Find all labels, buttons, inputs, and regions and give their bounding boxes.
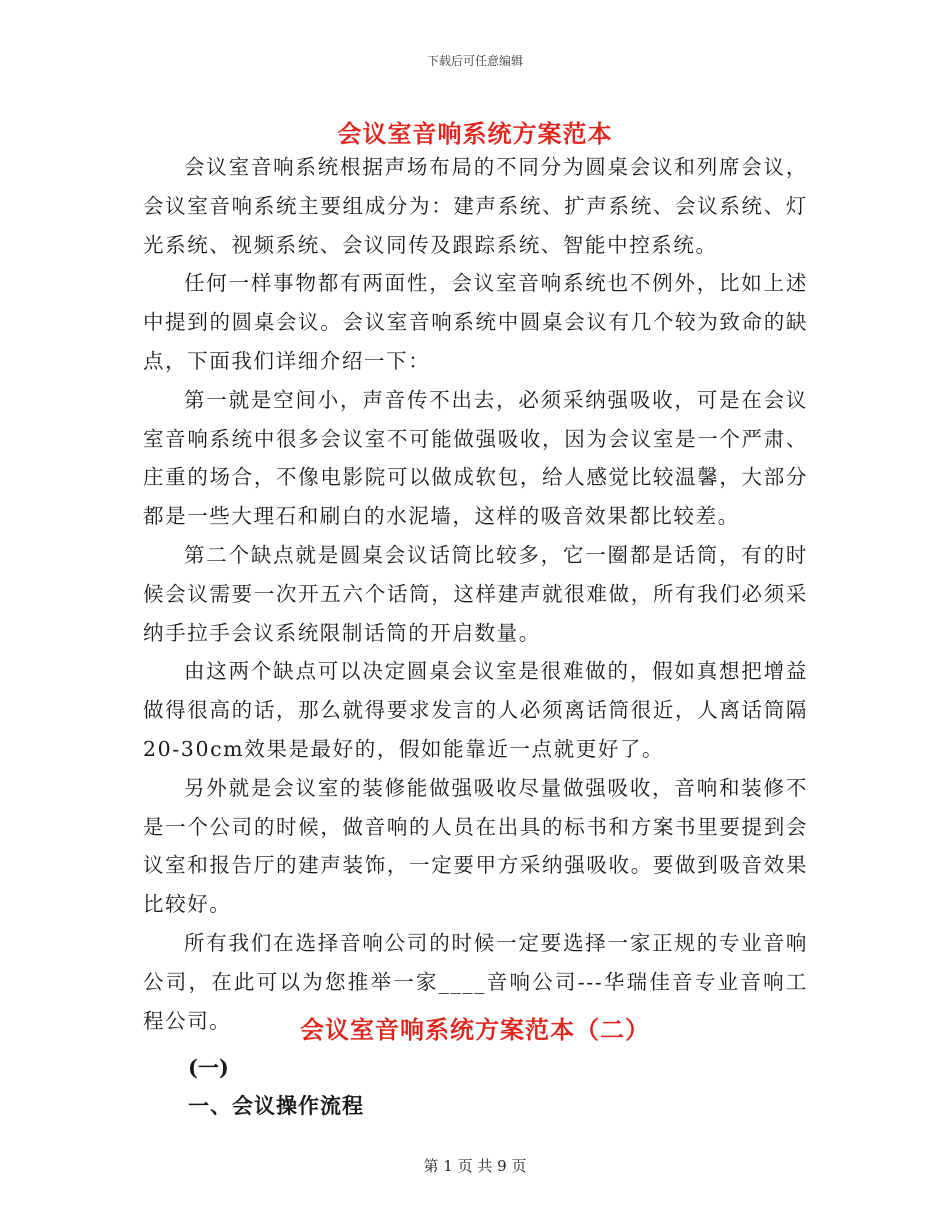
paragraph-conclusion: 由这两个缺点可以决定圆桌会议室是很难做的，假如真想把增益做得很高的话，那么就得要求发言的人必须离话筒很近，人离话筒隔20-30cm效果是最好的，假如能靠近一点就更好了。 [143, 659, 808, 761]
paragraph-two-sides: 任何一样事物都有两面性，会议室音响系统也不例外，比如上述中提到的圆桌会议。会议室音响系统中圆桌会议有几个较为致命的缺点，下面我们详细介绍一下： [143, 271, 808, 373]
paragraph-recommendation: 所有我们在选择音响公司的时候一定要选择一家正规的专业音响公司，在此可以为您推举一家____音响公司---华瑞佳音专业音响工程公司。 [143, 930, 808, 1033]
paragraph-first-defect: 第一就是空间小，声音传不出去，必须采纳强吸收，可是在会议室音响系统中很多会议室不可能做强吸收，因为会议室是一个严肃、庄重的场合，不像电影院可以做成软包，给人感觉比较温馨，大部分都是一些大理石和刷白的水泥墙，这样的吸音效果都比较差。 [143, 387, 808, 529]
document-title-2: 会议室音响系统方案范本（二） [300, 1015, 650, 1044]
page-footer: 第 1 页 共 9 页 [423, 1157, 527, 1175]
subheading-paren: (一) [188, 1055, 229, 1080]
paragraph-second-defect: 第二个缺点就是圆桌会议话筒比较多，它一圈都是话筒，有的时候会议需要一次开五六个话筒，这样建声就很难做，所有我们必须采纳手拉手会议系统限制话筒的开启数量。 [143, 542, 808, 645]
document-title: 会议室音响系统方案范本 [337, 119, 613, 148]
section-heading: 一、会议操作流程 [188, 1093, 364, 1118]
document-body [143, 148, 808, 1040]
paragraph-decoration: 另外就是会议室的装修能做强吸收尽量做强吸收，音响和装修不是一个公司的时候，做音响的人员在出具的标书和方案书里要提到会议室和报告厅的建声装饰，一定要甲方采纳强吸收。要做到吸音效果比较好。 [143, 775, 808, 917]
paragraph-intro: 会议室音响系统根据声场布局的不同分为圆桌会议和列席会议，会议室音响系统主要组成分为：建声系统、扩声系统、会议系统、灯光系统、视频系统、会议同传及跟踪系统、智能中控系统。 [143, 155, 808, 257]
page-header-note: 下载后可任意编辑 [426, 54, 523, 68]
